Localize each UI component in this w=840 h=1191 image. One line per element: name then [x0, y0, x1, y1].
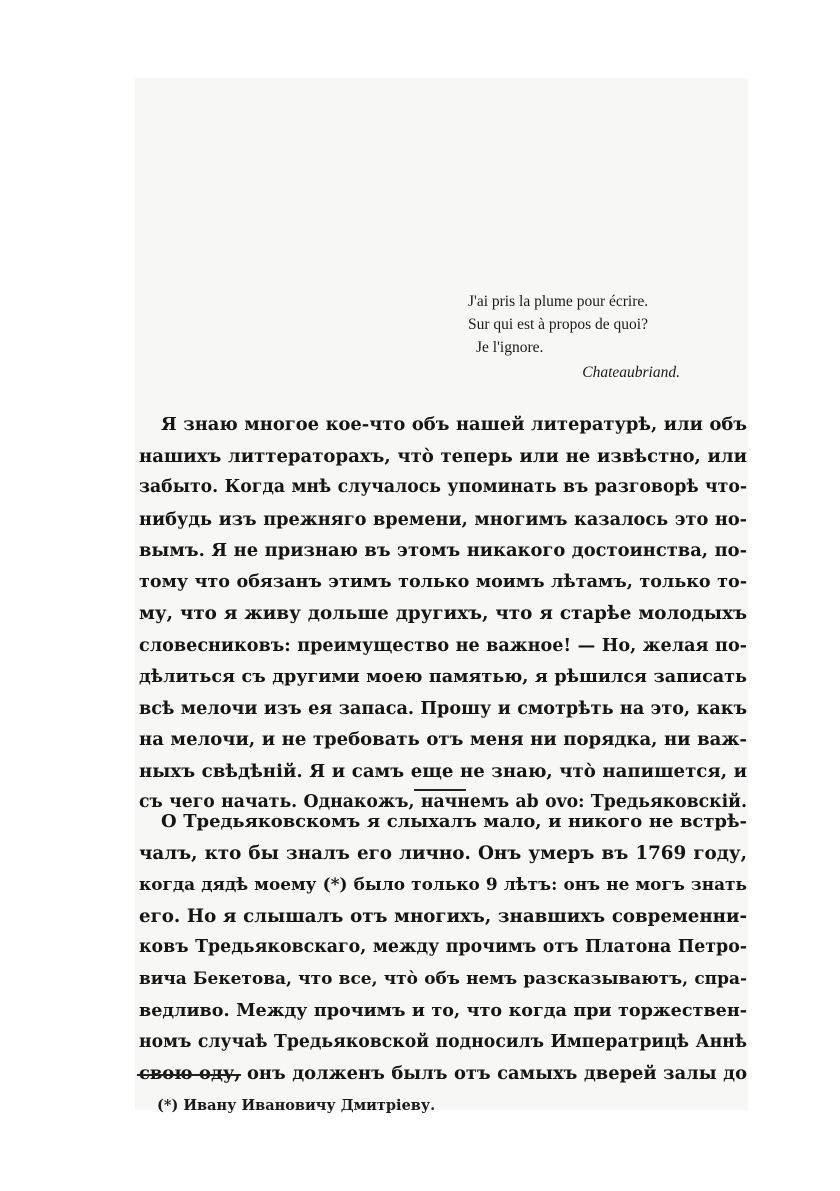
epigraph: [468, 290, 708, 384]
section-separator: [414, 789, 466, 791]
footnote: (*) Ивану Ивановичу Дмитріеву.: [157, 1097, 436, 1114]
text-line: ныхъ свѣдѣній. Я и самъ еще не знаю, чтò напишется, и: [139, 760, 747, 782]
text-line: забыто. Когда мнѣ случалось упоминать въ разговорѣ что-: [139, 477, 747, 497]
text-line: чалъ, кто бы зналъ его лично. Онъ умеръ въ 1769 году,: [139, 842, 747, 864]
text-line: словесниковъ: преимущество не важное! — Но, желая по-: [139, 634, 747, 656]
text-line: на мелочи, и не требовать отъ меня ни порядка, ни важ-: [139, 729, 747, 750]
text-line: номъ случаѣ Тредьяковской подносилъ Императрицѣ Аннѣ: [139, 1031, 747, 1052]
footnote-rule: [137, 1074, 241, 1076]
text-line: Я знаю многое кое-что объ нашей литературѣ, или объ: [161, 414, 747, 435]
text-line: нашихъ литтераторахъ, чтò теперь или не извѣстно, или: [139, 445, 747, 467]
text-line: съ чего начать. Однакожъ, начнемъ ab ovo: Тредьяковскій.: [139, 792, 747, 812]
text-line: свою оду, онъ долженъ былъ отъ самыхъ дверей залы до: [139, 1063, 747, 1084]
epigraph-line: J'ai pris la plume pour écrire.: [468, 293, 649, 310]
text-line: вымъ. Я не признаю въ этомъ никакого достоинства, по-: [139, 540, 747, 561]
text-line: дѣлиться съ другими моею памятью, я рѣшился записать: [139, 666, 747, 687]
epigraph-line: Sur qui est à propos de quoi?: [468, 316, 648, 333]
paragraph-2: [139, 806, 747, 1090]
epigraph-line: Je l'ignore.: [476, 339, 544, 356]
epigraph-attribution: Chateaubriand.: [582, 364, 680, 381]
paragraph-1: [139, 409, 747, 819]
text-line: ведливо. Между прочимъ и то, что когда при торжествен-: [139, 1000, 747, 1021]
text-line: нибудь изъ прежняго времени, многимъ казалось это но-: [139, 508, 747, 530]
text-line: всѣ мелочи изъ ея запаса. Прошу и смотрѣть на это, какъ: [139, 697, 747, 719]
text-line: му, что я живу дольше другихъ, что я старѣе молодыхъ: [139, 603, 747, 624]
text-line: когда дядѣ моему (*) было только 9 лѣтъ: онъ не могъ знать: [139, 874, 747, 894]
text-line: ковъ Тредьяковскаго, между прочимъ отъ Платона Петро-: [139, 937, 747, 957]
text-line: вича Бекетова, что все, чтò объ немъ разсказываютъ, спра-: [139, 968, 747, 989]
text-line: его. Но я слышалъ отъ многихъ, знавшихъ современни-: [139, 905, 747, 927]
text-line: О Тредьяковскомъ я слыхалъ мало, и никого не встрѣ-: [161, 811, 747, 832]
text-line: тому что обязанъ этимъ только моимъ лѣтамъ, только то-: [139, 571, 747, 592]
